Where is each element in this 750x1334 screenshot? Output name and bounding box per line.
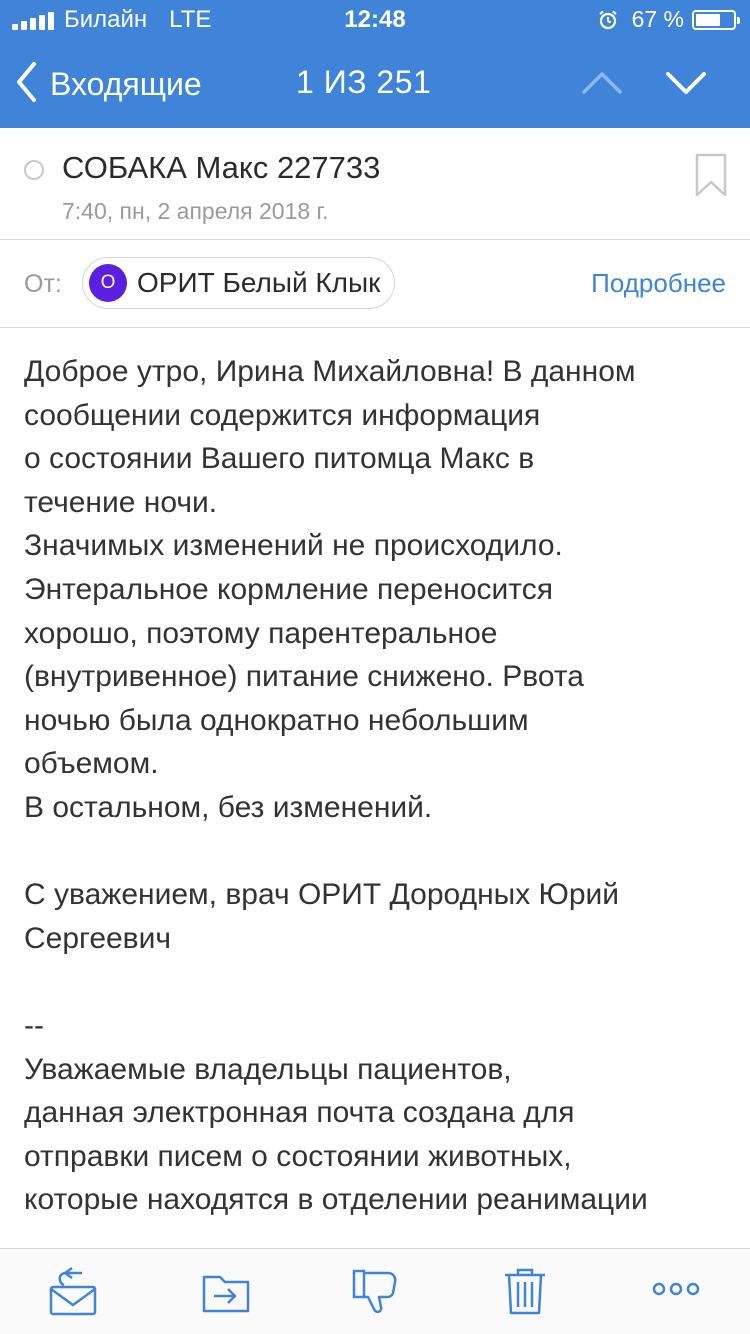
carrier-name: Билайн — [64, 6, 148, 33]
sender-name: ОРИТ Белый Клык — [137, 267, 381, 298]
back-button[interactable] — [14, 60, 202, 109]
chevron-down-icon — [664, 87, 708, 104]
delete-button[interactable] — [502, 1267, 548, 1322]
message-subject: СОБАКА Макс 227733 — [62, 150, 381, 185]
more-icon — [652, 1286, 700, 1303]
move-button[interactable] — [200, 1267, 252, 1322]
body-line: С уважением, врач ОРИТ Дородных Юрий — [24, 878, 620, 912]
message-position: 1 ИЗ 251 — [296, 64, 432, 100]
previous-message-button[interactable] — [580, 64, 624, 105]
header — [0, 0, 750, 128]
body-line: течение ночи. — [24, 485, 218, 519]
body-line: В остальном, без изменений. — [24, 790, 433, 824]
alarm-icon — [598, 10, 618, 30]
body-line: хорошо, поэтому парентеральное — [24, 616, 498, 650]
body-line — [24, 830, 734, 874]
body-line: Энтеральное кормление переносится — [24, 572, 553, 606]
body-line: (внутривенное) питание снижено. Рвота — [24, 660, 584, 694]
reply-button[interactable] — [48, 1267, 98, 1322]
dislike-icon — [350, 1304, 402, 1321]
body-line: Уважаемые владельцы пациентов, — [24, 1052, 512, 1086]
body-line: Значимых изменений не происходило. — [24, 529, 563, 563]
trash-icon — [502, 1304, 548, 1321]
body-line — [24, 960, 734, 1004]
body-line: о состоянии Вашего питомца Макс в — [24, 442, 535, 476]
chevron-left-icon — [14, 60, 38, 109]
nav-bar — [0, 50, 750, 122]
move-to-folder-icon — [200, 1304, 252, 1321]
from-label: От: — [24, 270, 62, 298]
sender-row — [0, 240, 750, 328]
status-right — [598, 6, 736, 33]
body-line: данная электронная почта создана для — [24, 1096, 575, 1130]
sender-chip[interactable] — [82, 257, 395, 309]
body-line: ночью была однократно небольшим — [24, 703, 529, 737]
battery-icon — [692, 10, 736, 30]
message-date: 7:40, пн, 2 апреля 2018 г. — [62, 198, 329, 224]
details-link[interactable]: Подробнее — [591, 268, 726, 298]
status-bar — [0, 0, 750, 40]
next-message-button[interactable] — [664, 64, 708, 105]
avatar: О — [89, 264, 127, 302]
body-line: сообщении содержится информация — [24, 398, 541, 432]
reply-icon — [48, 1304, 98, 1321]
clock: 12:48 — [344, 6, 406, 33]
network-type: LTE — [169, 6, 212, 33]
more-button[interactable] — [652, 1279, 700, 1304]
body-line: объемом. — [24, 747, 159, 781]
chevron-up-icon — [580, 87, 624, 104]
bookmark-icon[interactable] — [694, 152, 728, 203]
body-line: которые находятся в отделении реанимации — [24, 1183, 648, 1217]
battery-level — [696, 14, 720, 26]
spam-button[interactable] — [350, 1267, 402, 1322]
unread-toggle[interactable] — [24, 160, 44, 180]
message-body — [24, 350, 734, 1222]
body-line: Доброе утро, Ирина Михайловна! В данном — [24, 355, 636, 388]
bottom-toolbar — [0, 1248, 750, 1334]
battery-percent: 67 % — [631, 6, 684, 32]
message-header — [0, 128, 750, 240]
body-line: отправки писем о состоянии животных, — [24, 1139, 572, 1173]
body-line: -- — [24, 1008, 44, 1042]
back-label: Входящие — [50, 66, 202, 102]
body-line: Сергеевич — [24, 921, 172, 955]
